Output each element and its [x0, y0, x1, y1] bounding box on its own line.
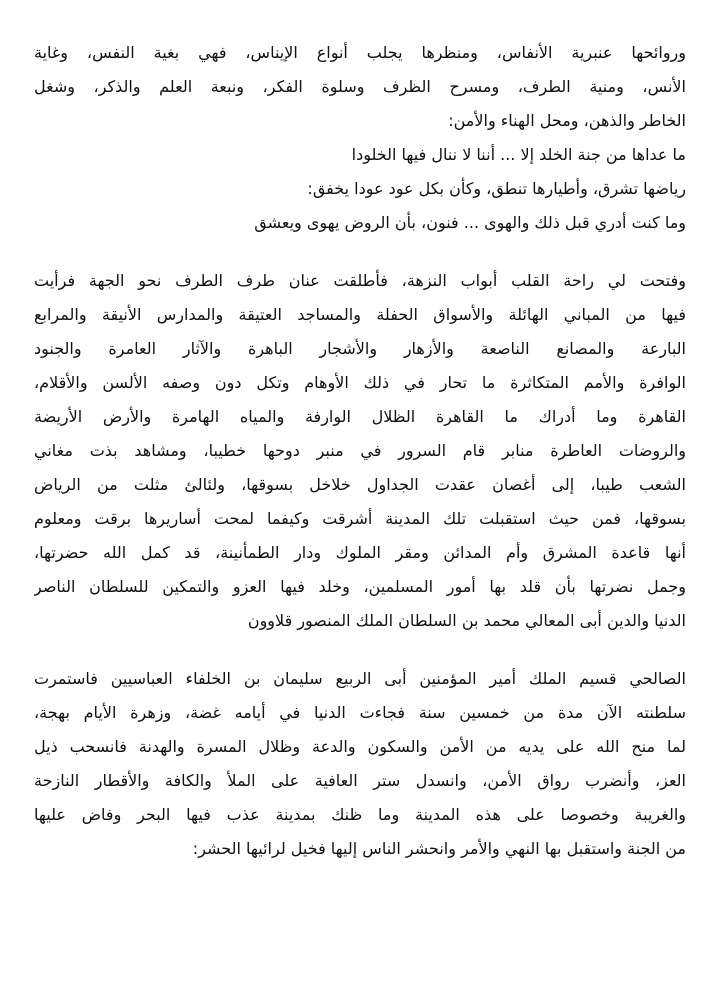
text-line: الصالحي قسيم الملك أمير المؤمنين أبى الربيع سليمان بن الخلفاء العباسيين فاستمرت: [34, 669, 686, 688]
text-line: سلطنته الآن مدة من خمسين سنة فجاءت الدنيا في أيامه غضة، وزهرة الأيام بهجة،: [34, 703, 686, 722]
paragraph-1: [34, 36, 686, 138]
paragraph-2: [34, 264, 686, 638]
text-line: الأنس، ومنية الطرف، ومسرح الظرف وسلوة الفكر، ونبعة العلم والذكر، وشغل: [34, 77, 686, 96]
text-line: أنها قاعدة المشرق وأم المدائن ومقر الملوك ودار الطمأنينة، قد كمل الله حضرتها،: [34, 543, 686, 562]
text-line: والغريبة وخصوصا على هذه المدينة وما ظنك بمدينة عذب فيها البحر وفاض عليها: [34, 805, 686, 824]
text-line: وجمل نضرتها بأن قلد بها أمور المسلمين، وخلد فيها العزو والتمكين للسلطان الناصر: [34, 577, 686, 596]
verse-line: ما عداها من جنة الخلد إلا ... أننا لا ننال فيها الخلودا: [351, 145, 686, 164]
text-line: الشعب طيبا، إلى أغصان عقدت الجداول خلاخل بسوقها، ولئالئ مثلت من الرياض: [34, 475, 686, 494]
text-line: بسوقها، فمن حيث استقبلت تلك المدينة أشرقت وكيفما لمحت أساريرها برقت ومعلوم: [34, 509, 686, 528]
text-line: البارعة والمصانع الناصعة والأزهار والأشجار الباهرة والآثار العامرة والجنود: [34, 339, 686, 358]
text-line: من الجنة واستقبل بها النهي والأمر وانحشر الناس إليها فخيل لرائيها الحشر:: [192, 839, 686, 858]
text-line: وروائحها عنبرية الأنفاس، ومنظرها يجلب أنواع الإيناس، فهي بغية النفس، وغاية: [34, 43, 686, 62]
text-line: الوافرة والأمم المتكاثرة ما تحار في ذلك الأوهام وتكل دون وصفه الألسن والأقلام،: [34, 373, 686, 392]
text-line: والروضات العاطرة منابر قام السرور في منبر دوحها خطيبا، ومشاهد بذت مغاني: [34, 441, 686, 460]
text-line: وفتحت لي راحة القلب أبواب النزهة، فأطلقت عنان طرف الطرف نحو الجهة فرأيت: [34, 271, 686, 290]
text-line: فيها من المباني الهائلة والأسواق الحفلة والمساجد العتيقة والمدارس الأنيقة والمرابع: [34, 305, 686, 324]
text-line: الدنيا والدين أبى المعالي محمد بن السلطان الملك المنصور قلاوون: [247, 611, 686, 630]
paragraph-gap: [34, 240, 686, 264]
verse-line: وما كنت أدري قبل ذلك والهوى ... فنون، بأن الروض يهوى ويعشق: [254, 213, 686, 232]
poem-block: [34, 138, 686, 240]
text-line: الخاطر والذهن، ومحل الهناء والأمن:: [448, 111, 686, 130]
verse-line: رياضها تشرق، وأطيارها تنطق، وكأن بكل عود عودا يخفق:: [307, 179, 686, 198]
paragraph-3: [34, 662, 686, 866]
text-line: لما منح الله على يديه من الأمن والسكون والدعة وظلال المسرة والهدنة فانسحب ذيل: [34, 737, 686, 756]
text-line: العز، وأنضرب رواق الأمن، وانسدل ستر العافية على الملأ والكافة والأقطار النازحة: [34, 771, 686, 790]
paragraph-gap: [34, 638, 686, 662]
text-line: القاهرة وما أدراك ما القاهرة الظلال الوارفة والمياه الهامرة والأرض الأريضة: [34, 407, 686, 426]
